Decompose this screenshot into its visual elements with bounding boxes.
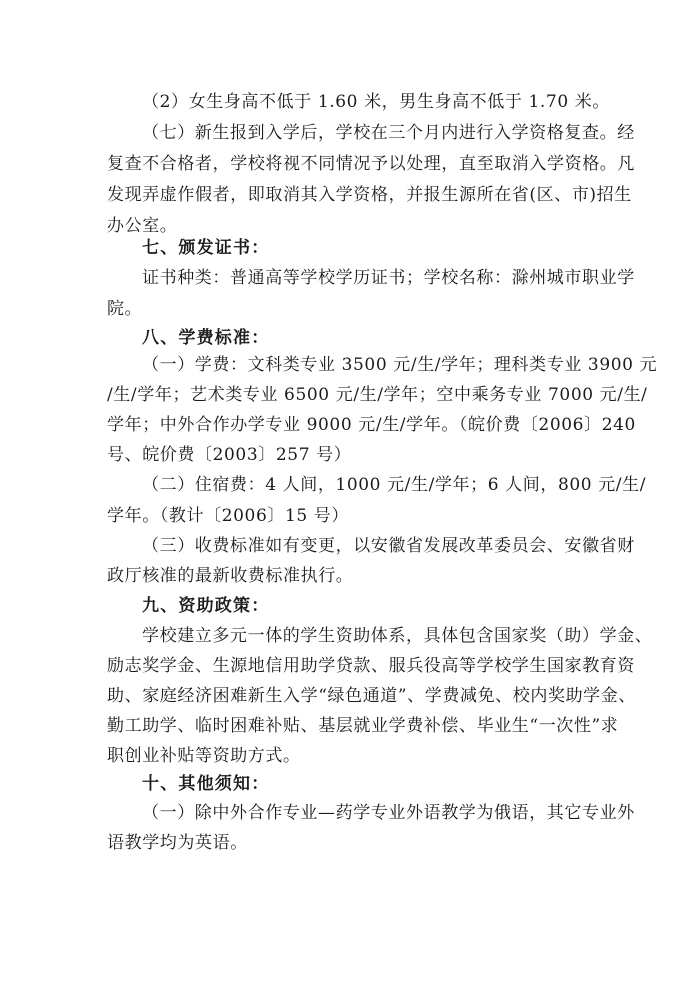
paragraph-line: 政厅核准的最新收费标准执行。 <box>107 566 354 586</box>
paragraph-line: 学年；中外合作办学专业 9000 元/生/学年。（皖价费〔2006〕240 <box>107 415 636 435</box>
paragraph-line: 语教学均为英语。 <box>107 833 248 853</box>
paragraph-line: （一）学费：文科类专业 3500 元/生/学年；理科类专业 3900 元 <box>142 355 658 375</box>
paragraph-line: （二）住宿费：4 人间，1000 元/生/学年；6 人间，800 元/生/ <box>142 475 647 495</box>
paragraph-line: （2）女生身高不低于 1.60 米，男生身高不低于 1.70 米。 <box>142 92 610 112</box>
paragraph-line: 励志奖学金、生源地信用助学贷款、服兵役高等学校学生国家教育资 <box>107 656 635 676</box>
paragraph-line: 复查不合格者，学校将视不同情况予以处理，直至取消入学资格。凡 <box>107 154 635 174</box>
paragraph-line: （七）新生报到入学后，学校在三个月内进行入学资格复查。经 <box>142 123 635 143</box>
paragraph-line: /生/学年；艺术类专业 6500 元/生/学年；空中乘务专业 7000 元/生/ <box>107 385 648 405</box>
paragraph-line: 职创业补贴等资助方式。 <box>107 746 301 766</box>
paragraph-line: 学校建立多元一体的学生资助体系，具体包含国家奖（助）学金、 <box>142 626 653 646</box>
paragraph-line: 勤工助学、临时困难补贴、基层就业学费补偿、毕业生“一次性”求 <box>107 716 619 736</box>
paragraph-line: 证书种类：普通高等学校学历证书；学校名称：滁州城市职业学 <box>142 268 635 288</box>
paragraph-line: 助、家庭经济困难新生入学“绿色通道”、学费减免、校内奖助学金、 <box>107 686 636 706</box>
paragraph-line: 发现弄虚作假者，即取消其入学资格，并报生源所在省(区、市)招生 <box>107 185 632 205</box>
section-heading: 八、学费标准： <box>142 328 270 348</box>
paragraph-line: （一）除中外合作专业—药学专业外语教学为俄语，其它专业外 <box>142 803 635 823</box>
paragraph-line: 院。 <box>107 299 143 319</box>
paragraph-line: 学年。（教计〔2006〕15 号） <box>107 506 349 526</box>
section-heading: 九、资助政策： <box>142 596 270 616</box>
paragraph-line: 办公室。 <box>107 216 178 236</box>
paragraph-line: 号、皖价费〔2003〕257 号） <box>107 445 352 465</box>
section-heading: 七、颁发证书： <box>142 238 270 258</box>
section-heading: 十、其他须知： <box>142 774 270 794</box>
paragraph-line: （三）收费标准如有变更，以安徽省发展改革委员会、安徽省财 <box>142 536 635 556</box>
